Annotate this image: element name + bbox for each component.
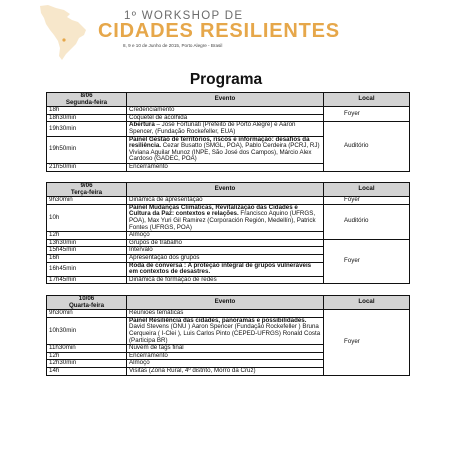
local-cell: Auditório — [324, 122, 410, 171]
table-row: 16h Apresentação dos grupos — [47, 254, 410, 262]
table-row: 21h50min Encerramento — [47, 163, 410, 171]
table-row: 10h Painel Mudanças Climáticas, Revitalização das Cidades e Cultura da Paz: contextos e relações. Francisco Aquino (UFRGS, POA), Max Yuri Gil Ramirez (Corporación Región, Medellín), Patrick Fontes (UFRGS, POA) Auditório — [47, 204, 410, 231]
local-cell: Auditório — [324, 204, 410, 239]
page-header — [0, 0, 452, 62]
workshop-title-line1: 1º WORKSHOP DE — [124, 10, 244, 22]
column-header-local: Local — [324, 183, 410, 197]
table-row: 18h30min Coquetel de acolhida — [47, 114, 410, 122]
page-title: Programa — [189, 71, 263, 88]
local-cell: Foyer — [324, 107, 410, 122]
table-row: 18h Credenciamento Foyer — [47, 107, 410, 115]
table-header-row — [47, 183, 410, 197]
table-row: 11h30min Nuvem de tags final — [47, 345, 410, 353]
latin-america-map-logo — [34, 4, 96, 62]
day-header: 9/06 Terça-feira — [47, 183, 127, 197]
table-row: 19h30min Abertura – José Fortunati (Prefeito de Porto Alegre) e Aaron Spencer, (Fundação Rockefeller, EUA) Auditório — [47, 122, 410, 136]
schedule-table-day2 — [46, 182, 410, 284]
table-header-row — [47, 296, 410, 310]
schedule-table-day1 — [46, 92, 410, 172]
workshop-title-line2: CIDADES RESILIENTES — [98, 20, 340, 42]
workshop-dates: 8, 9 e 10 de Junho de 2015, Porto Alegre - Brasil — [123, 43, 223, 48]
table-row: 9h30min Reuniões temáticas Foyer — [47, 310, 410, 318]
table-row: 19h50min Painel Gestão de territórios, riscos e informação: desafios da resiliência. Cezar Busatto (SMGL, POA), Pablo Cerdeira (PCRJ, RJ) Viviana Aguilar Munoz (INPE, São José dos Campos), Márcio Alex Cardoso (GADEC, POA) — [47, 136, 410, 163]
table-row: 17h45min Dinâmica de formação de redes — [47, 276, 410, 284]
column-header-local: Local — [324, 296, 410, 310]
column-header-evento: Evento — [127, 93, 324, 107]
table-row: 16h45min Roda de conversa : A proteção integral de grupos vulneráveis em contextos de desastres. — [47, 262, 410, 276]
schedule-table-day3 — [46, 295, 410, 376]
local-cell: Foyer — [324, 197, 410, 205]
table-row: 12h30min Almoço — [47, 360, 410, 368]
table-row: 12h Encerramento — [47, 352, 410, 360]
table-row: 9h30min Dinâmica de apresentação Foyer — [47, 197, 410, 205]
table-row: 10h30min Painel Resiliência das cidades, panoramas e possibilidades. David Stevens (ONU ) Aaron Spencer (Fundação Rockefeller ) Bruna Cerqueira ( I-Clei ), Luis Carlos Pinto (CEPED-UFRGS) Ronald Costa (Participa BR) — [47, 317, 410, 344]
local-cell: Foyer — [324, 239, 410, 284]
column-header-evento: Evento — [127, 296, 324, 310]
table-row: 13h30min Grupos de trabalho Foyer — [47, 239, 410, 247]
table-row: 14h Visitas (Zona Rural, 4º distrito, Morro da Cruz) — [47, 367, 410, 375]
day-header: 10/06 Quarta-feira — [47, 296, 127, 310]
table-row: 15h45min Intervalo — [47, 247, 410, 255]
day-header: 8/06 Segunda-feira — [47, 93, 127, 107]
table-row: 12h Almoço — [47, 232, 410, 240]
column-header-evento: Evento — [127, 183, 324, 197]
table-header-row — [47, 93, 410, 107]
local-cell: Foyer — [324, 310, 410, 375]
column-header-local: Local — [324, 93, 410, 107]
